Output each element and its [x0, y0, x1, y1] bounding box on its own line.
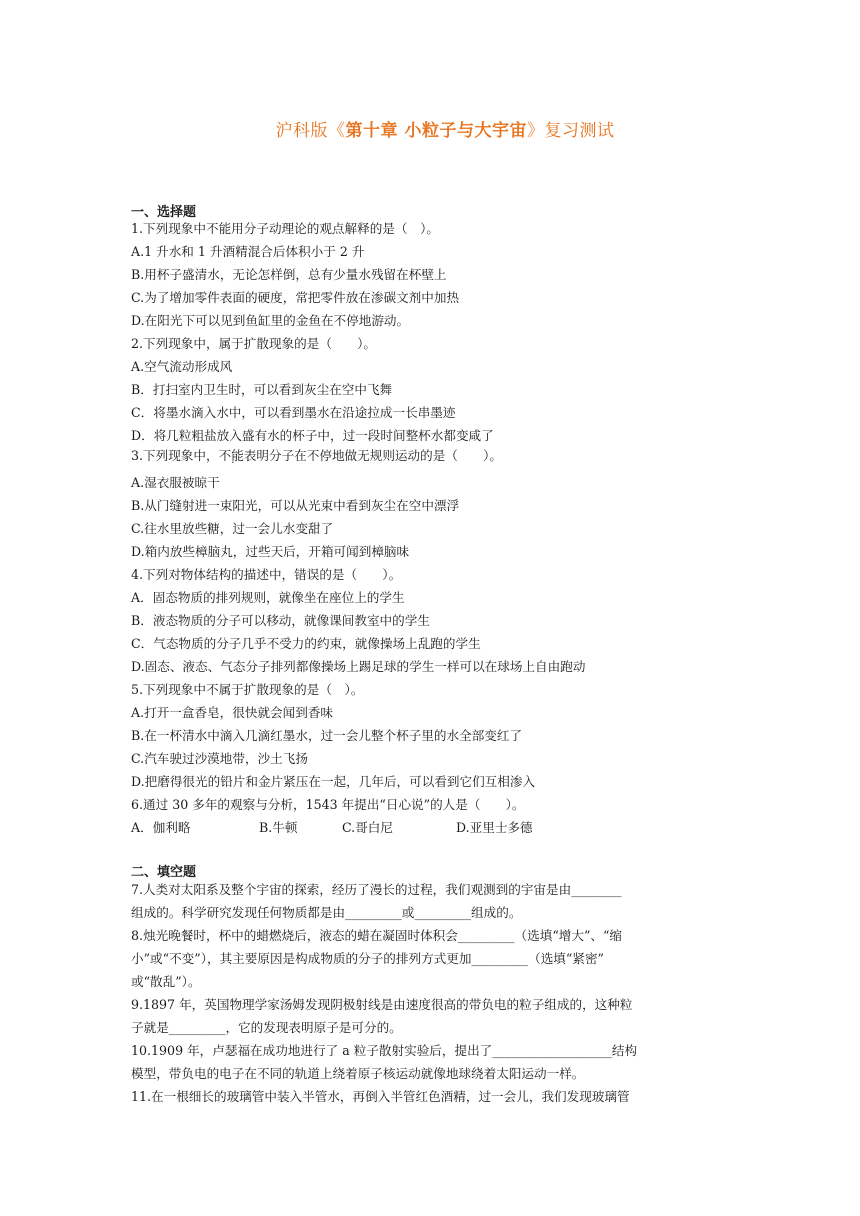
- q6-option-a: A．伽利略: [131, 820, 191, 835]
- q6-option-b: B.牛顿: [259, 820, 298, 835]
- q6-option-c: C.哥白尼: [342, 820, 393, 835]
- section-heading-fill: 二、填空题: [131, 865, 197, 880]
- q2-option-b: B．打扫室内卫生时，可以看到灰尘在空中飞舞: [131, 382, 393, 397]
- q9-line1: 9.1897 年，英国物理学家汤姆发现阴极射线是由速度很高的带负电的粒子组成的，这种粒: [131, 997, 633, 1012]
- q3-stem-part2: 表明分子在不停地做无规则运动的是（ ）。: [243, 448, 502, 463]
- q6-options: [131, 817, 533, 836]
- q4-option-a: A．固态物质的排列规则，就像坐在座位上的学生: [131, 590, 405, 605]
- q3-option-a: A.湿衣服被晾干: [131, 475, 220, 490]
- q7-line1: 7.人类对太阳系及整个宇宙的探索，经历了漫长的过程，我们观测到的宇宙是由________: [131, 882, 622, 897]
- q5-option-c: C.汽车驶过沙漠地带，沙土飞扬: [131, 751, 308, 766]
- q10-line2: 模型，带负电的电子在不同的轨道上绕着原子核运动就像地球绕着太阳运动一样。: [131, 1066, 585, 1081]
- q6-stem: 6.通过 30 多年的观察与分析，1543 年提出“日心说”的人是（ ）。: [131, 797, 525, 812]
- q1-option-c: C.为了增加零件表面的硬度，常把零件放在渗碳文剂中加热: [131, 290, 460, 305]
- q4-option-c: C．气态物质的分子几乎不受力的约束，就像操场上乱跑的学生: [131, 636, 481, 651]
- q2-option-c: C．将墨水滴入水中，可以看到墨水在沿途拉成一长串墨迹: [131, 405, 456, 420]
- q3-stem-part1: 3.下列现象中，: [131, 448, 219, 463]
- q1-option-d: D.在阳光下可以见到鱼缸里的金鱼在不停地游动。: [131, 313, 410, 328]
- q9-line2: 子就是_________，它的发现表明原子是可分的。: [131, 1020, 402, 1035]
- q5-option-a: A.打开一盒香皂，很快就会闻到香味: [131, 705, 334, 720]
- q8-line1: 8.烛光晚餐时，杯中的蜡燃烧后，液态的蜡在凝固时体积会_________（选填“增大”、“缩: [131, 928, 623, 943]
- q5-option-b: B.在一杯清水中滴入几滴红墨水，过一会儿整个杯子里的水全部变红了: [131, 728, 523, 743]
- q10-line1: 10.1909 年，卢瑟福在成功地进行了 a 粒子散射实验后，提出了___________________结构: [131, 1043, 638, 1058]
- q4-option-d: D.固态、液态、气态分子排列都像操场上踢足球的学生一样可以在球场上自由跑动: [131, 659, 586, 674]
- title-prefix: 沪科版《: [275, 121, 346, 141]
- q5-stem: 5.下列现象中不属于扩散现象的是（ ）。: [131, 682, 364, 697]
- q8-line3: 或“散乱”）。: [131, 974, 201, 989]
- q11-line1: 11.在一根细长的玻璃管中装入半管水，再倒入半管红色酒精，过一会儿，我们发现玻璃管: [131, 1089, 630, 1104]
- title-suffix: 》复习测试: [526, 121, 615, 141]
- q8-line2: 小”或“不变”），其主要原因是构成物质的分子的排列方式更加_________（选填“紧密”: [131, 951, 604, 966]
- section-heading-choice: 一、选择题: [131, 205, 197, 220]
- q5-option-d: D.把磨得很光的铅片和金片紧压在一起，几年后，可以看到它们互相渗入: [131, 774, 536, 789]
- q3-emphasis: 不能: [218, 448, 244, 463]
- q1-option-b: B.用杯子盛清水，无论怎样倒，总有少量水残留在杯壁上: [131, 267, 447, 282]
- q3-option-d: D.箱内放些樟脑丸，过些天后，开箱可闻到樟脑味: [131, 544, 410, 559]
- q3-option-c: C.往水里放些糖，过一会儿水变甜了: [131, 521, 334, 536]
- q6-option-d: D.亚里士多德: [456, 820, 533, 835]
- q2-option-d: D．将几粒粗盐放入盛有水的杯子中，过一段时间整杯水都变咸了: [131, 428, 494, 443]
- q1-option-a: A.1 升水和 1 升酒精混合后体积小于 2 升: [131, 244, 365, 259]
- q4-stem: 4.下列对物体结构的描述中，错误的是（ ）。: [131, 567, 402, 582]
- q7-line2: 组成的。科学研究发现任何物质都是由_________或_________组成的。: [131, 905, 522, 920]
- q4-option-b: B．液态物质的分子可以移动，就像课间教室中的学生: [131, 613, 430, 628]
- q1-stem: 1.下列现象中不能用分子动理论的观点解释的是（ ）。: [131, 221, 439, 236]
- q3-option-b: B.从门缝射进一束阳光，可以从光束中看到灰尘在空中漂浮: [131, 498, 460, 513]
- title-bold: 第十章 小粒子与大宇宙: [345, 121, 527, 141]
- page-title: [0, 116, 860, 141]
- q3-stem: [131, 450, 502, 463]
- q2-option-a: A.空气流动形成风: [131, 359, 233, 374]
- q2-stem: 2.下列现象中，属于扩散现象的是（ ）。: [131, 336, 376, 351]
